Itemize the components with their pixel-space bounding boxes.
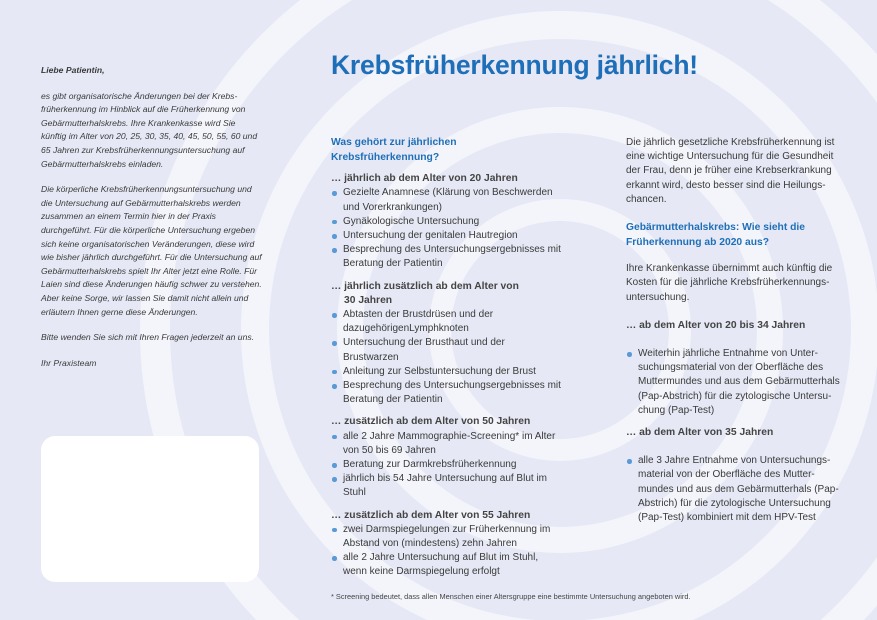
greeting: Liebe Patientin, — [41, 65, 105, 75]
list-item: zwei Darmspiegelungen zur Früherkennung im Abstand von (mindestens) zehn Jahren — [331, 523, 561, 551]
list-item: Untersuchung der Brusthaut und der Brustwarzen — [331, 336, 561, 364]
list-item: Gezielte Anamnese (Klärung von Beschwerden und Vorerkrankungen) — [331, 186, 561, 214]
letter-paragraph-3: Bitte wenden Sie sich mit Ihren Fragen jederzeit an uns. — [41, 332, 255, 343]
list-item: alle 2 Jahre Mammographie-Screening* im Alter von 50 bis 69 Jahren — [331, 430, 561, 458]
list-item: jährlich bis 54 Jahre Untersuchung auf Blut im Stuhl — [331, 472, 561, 500]
list-item: Weiterhin jährliche Entnahme von Unter-suchungsmaterial von der Oberfläche des Muttermundes und aus dem Gebärmutterhals (Pap-Abstrich) für die zytologische Untersu-chung (Pap-Test) — [626, 347, 844, 418]
list-age-30 — [331, 308, 561, 407]
list-item: Besprechung des Untersuchungsergebnisses mit Beratung der Patientin — [331, 243, 561, 271]
age-heading-30-continuation: 30 Jahren — [344, 294, 393, 306]
list-item: alle 3 Jahre Entnahme von Untersuchungs-material von der Oberfläche des Mutter-mundes und aus dem Gebärmutterhals (Pap-Abstrich) für die zytologische Untersuchung (Pap-Test) kombiniert mit dem HPV-Test — [626, 454, 844, 525]
list-item: Abtasten der Brustdrüsen und der dazugehörigenLymphknoten — [331, 308, 561, 336]
letter-column — [41, 64, 263, 382]
age-heading-20-34: … ab dem Alter von 20 bis 34 Jahren — [626, 319, 806, 331]
practice-stamp-box — [41, 436, 259, 582]
list-age-50 — [331, 430, 561, 501]
list-item: Untersuchung der genitalen Hautregion — [331, 229, 561, 243]
screening-overview-column — [331, 136, 561, 588]
insurance-paragraph: Ihre Krankenkasse übernimmt auch künftig die Kosten für die jährliche Krebsfrüherkennungs-untersuchung. — [626, 263, 833, 303]
intro-paragraph: Die jährlich gesetzliche Krebsfrüherkennung ist eine wichtige Untersuchung für die Gesundheit der Frau, denn je früher eine Krebserkrankung erkannt wird, desto besser sind die Heilungs-chancen. — [626, 137, 835, 205]
age-heading-55: … zusätzlich ab dem Alter von 55 Jahren — [331, 509, 531, 521]
list-age-35 — [626, 454, 844, 525]
list-item: Anleitung zur Selbstuntersuchung der Brust — [331, 365, 561, 379]
cervical-cancer-column — [626, 136, 844, 533]
age-heading-20: … jährlich ab dem Alter von 20 Jahren — [331, 173, 518, 185]
page-title: Krebsfrüherkennung jährlich! — [331, 50, 698, 80]
age-heading-50: … zusätzlich ab dem Alter von 50 Jahren — [331, 416, 531, 428]
list-item: Gynäkologische Untersuchung — [331, 215, 561, 229]
list-item: alle 2 Jahre Untersuchung auf Blut im Stuhl, wenn keine Darmspiegelung erfolgt — [331, 551, 561, 579]
list-item: Besprechung des Untersuchungsergebnisses mit Beratung der Patientin — [331, 379, 561, 407]
list-age-20 — [331, 186, 561, 271]
age-heading-35: … ab dem Alter von 35 Jahren — [626, 427, 774, 439]
letter-paragraph-1: es gibt organisatorische Änderungen bei der Krebs-früherkennung im Hinblick auf die Früherkennung von Gebärmutterhalskrebs. Ihre Krankenkasse wird Sie künftig im Alter von 20, 25, 30, 35, 40, 45, 50, 55, 60 und 65 Jahren zur Krebsfrüherkennungsuntersuchung auf Gebärmutterhalskrebs einladen. — [41, 90, 258, 169]
cervical-heading: Gebärmutterhalskrebs: Wie sieht die Früherkennung ab 2020 aus? — [626, 222, 806, 248]
list-item: Beratung zur Darmkrebsfrüherkennung — [331, 458, 561, 472]
age-heading-30: … jährlich zusätzlich ab dem Alter von — [331, 280, 519, 292]
letter-signature: Ihr Praxisteam — [41, 357, 97, 368]
list-age-20-34 — [626, 347, 844, 418]
list-age-55 — [331, 523, 561, 580]
overview-heading: Was gehört zur jährlichen Krebsfrüherkennung? — [331, 137, 457, 163]
footnote: * Screening bedeutet, dass allen Menschen einer Altersgruppe eine bestimmte Untersuchung angeboten wird. — [331, 592, 691, 601]
letter-paragraph-2: Die körperliche Krebsfrüherkennungsuntersuchung und die Untersuchung auf Gebärmutterhalskrebs werden zusammen an einem Termin hier in der Praxis durchgeführt. Für die körperliche Untersuchung ergeben sich keine organisatorischen Veränderungen, diese wird wie bisher jährlich durchgeführt. Für die Untersuchung auf Gebärmutterhalskrebs spielt Ihr Alter jetzt eine Rolle. Für Laien sind diese Änderungen häufig schwer zu verstehen. Aber keine Sorge, wir lassen Sie damit nicht allein und erläutern Ihnen gerne diese Änderungen. — [41, 184, 262, 317]
